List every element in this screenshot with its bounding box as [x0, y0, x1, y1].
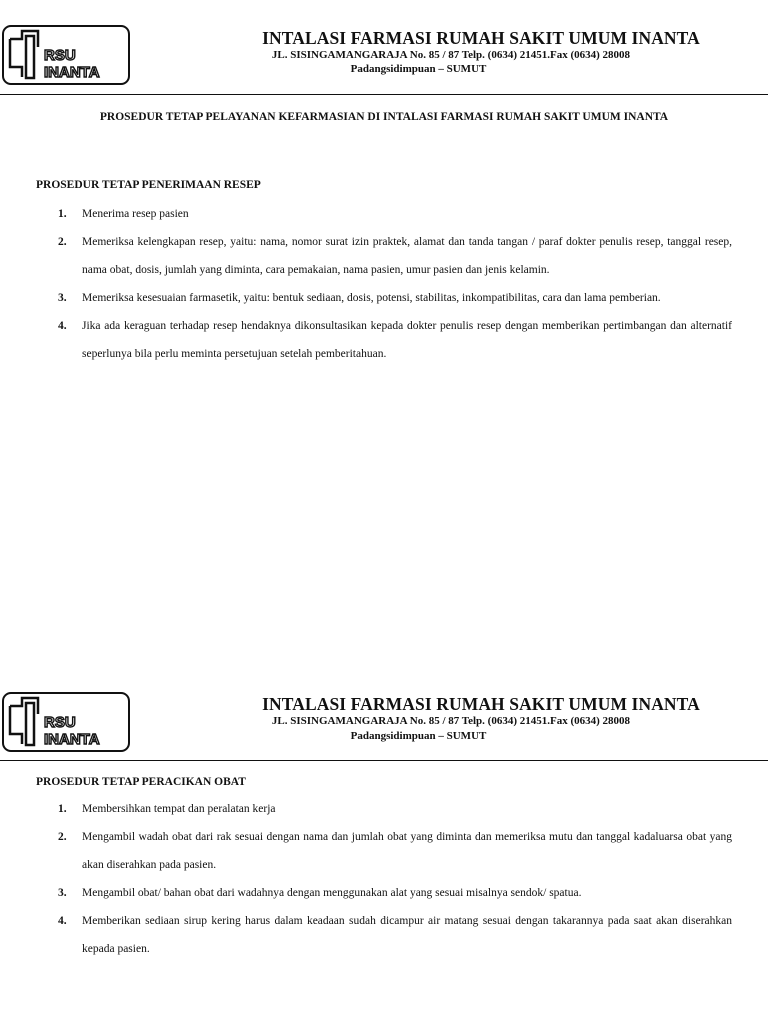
hospital-logo-icon: [4, 694, 128, 750]
step-number: 4.: [58, 320, 67, 332]
header-divider: [0, 94, 768, 95]
list-item: [36, 312, 732, 368]
institution-title: INTALASI FARMASI RUMAH SAKIT UMUM INANTA: [262, 28, 700, 48]
letterhead-1: [0, 0, 768, 100]
logo-text-bottom: INANTA: [44, 731, 100, 748]
step-text: Memeriksa kelengkapan resep, yaitu: nama, nomor surat izin praktek, alamat dan tanda tangan / paraf dokter penulis resep, tanggal resep, nama obat, dosis, jumlah yang diminta, cara pemakaian, nama pasien, umur pasien dan jenis kelamin.: [82, 236, 732, 276]
step-number: 3.: [58, 887, 67, 899]
list-item: [36, 907, 732, 963]
document-title: PROSEDUR TETAP PELAYANAN KEFARMASIAN DI INTALASI FARMASI RUMAH SAKIT UMUM INANTA: [99, 111, 669, 123]
hospital-logo: [2, 25, 130, 85]
steps-list-peracikan-obat: [36, 795, 732, 963]
institution-city: Padangsidimpuan – SUMUT: [350, 730, 487, 742]
hospital-logo-icon: [4, 27, 128, 83]
step-text: Menerima resep pasien: [82, 208, 189, 220]
institution-address: JL. SISINGAMANGARAJA No. 85 / 87 Telp. (0634) 21451.Fax (0634) 28008: [271, 49, 631, 61]
list-item: [36, 228, 732, 284]
logo-text-top: RSU: [44, 714, 76, 731]
logo-text-bottom: INANTA: [44, 64, 100, 81]
list-item: [36, 823, 732, 879]
institution-address: JL. SISINGAMANGARAJA No. 85 / 87 Telp. (0634) 21451.Fax (0634) 28008: [271, 715, 631, 727]
step-number: 1.: [58, 208, 67, 220]
step-number: 3.: [58, 292, 67, 304]
section-title-penerimaan-resep: PROSEDUR TETAP PENERIMAAN RESEP: [36, 179, 261, 191]
step-text: Memberikan sediaan sirup kering harus dalam keadaan sudah dicampur air matang sesuai dengan takarannya pada saat akan diserahkan kepada pasien.: [82, 915, 732, 955]
letterhead-2: [0, 666, 768, 766]
step-number: 4.: [58, 915, 67, 927]
list-item: [36, 200, 732, 228]
step-number: 1.: [58, 803, 67, 815]
step-number: 2.: [58, 831, 67, 843]
list-item: [36, 795, 732, 823]
institution-title: INTALASI FARMASI RUMAH SAKIT UMUM INANTA: [262, 694, 700, 714]
step-text: Membersihkan tempat dan peralatan kerja: [82, 803, 276, 815]
step-text: Mengambil wadah obat dari rak sesuai dengan nama dan jumlah obat yang diminta dan memeriksa mutu dan tanggal kadaluarsa obat yang akan diserahkan pada pasien.: [82, 831, 732, 871]
list-item: [36, 879, 732, 907]
step-text: Jika ada keraguan terhadap resep hendaknya dikonsultasikan kepada dokter penulis resep dengan memberikan pertimbangan dan alternatif seperlunya bila perlu meminta persetujuan setelah pemberitahuan.: [82, 320, 732, 360]
section-title-peracikan-obat: PROSEDUR TETAP PERACIKAN OBAT: [36, 776, 246, 788]
step-number: 2.: [58, 236, 67, 248]
institution-city: Padangsidimpuan – SUMUT: [350, 63, 487, 75]
list-item: [36, 284, 732, 312]
hospital-logo: [2, 692, 130, 752]
steps-list-penerimaan-resep: [36, 200, 732, 368]
step-text: Mengambil obat/ bahan obat dari wadahnya dengan menggunakan alat yang sesuai misalnya sendok/ spatua.: [82, 887, 582, 899]
header-divider: [0, 760, 768, 761]
step-text: Memeriksa kesesuaian farmasetik, yaitu: bentuk sediaan, dosis, potensi, stabilitas, inkompatibilitas, cara dan lama pemberian.: [82, 292, 661, 304]
logo-text-top: RSU: [44, 47, 76, 64]
